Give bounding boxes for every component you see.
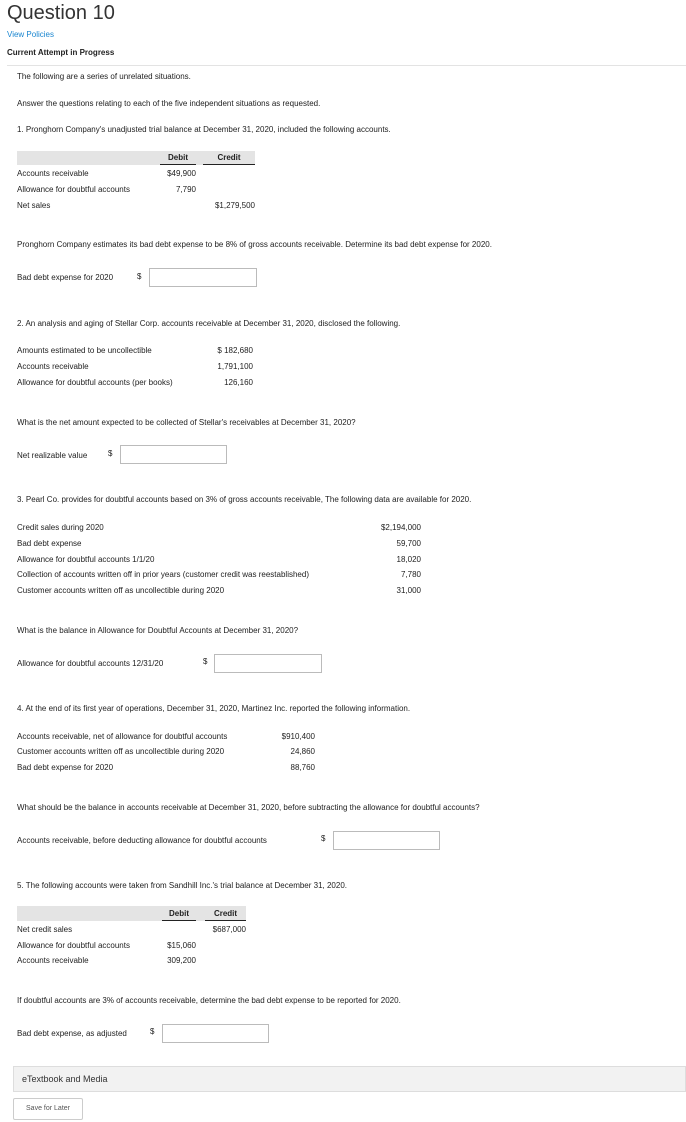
q1-text: 1. Pronghorn Company's unadjusted trial balance at December 31, 2020, included the following accounts. bbox=[17, 125, 391, 134]
q5-input-label: Bad debt expense, as adjusted bbox=[17, 1029, 127, 1038]
q1-row-label: Accounts receivable bbox=[17, 169, 89, 178]
q5-row-debit: 309,200 bbox=[167, 956, 196, 965]
q3-row-label: Allowance for doubtful accounts 1/1/20 bbox=[17, 555, 155, 564]
q4-currency: $ bbox=[321, 834, 326, 843]
q5-credit-header: Credit bbox=[205, 909, 246, 921]
q3-input-label: Allowance for doubtful accounts 12/31/20 bbox=[17, 659, 164, 668]
q5-question: If doubtful accounts are 3% of accounts receivable, determine the bad debt expense to be reported for 2020. bbox=[17, 996, 401, 1005]
q3-row-value: $2,194,000 bbox=[380, 523, 421, 532]
q1-debit-header: Debit bbox=[160, 153, 196, 165]
q4-input-label: Accounts receivable, before deducting allowance for doubtful accounts bbox=[17, 836, 267, 845]
save-for-later-button[interactable]: Save for Later bbox=[13, 1098, 83, 1120]
q3-row-value: 7,780 bbox=[400, 570, 421, 579]
q2-input-label: Net realizable value bbox=[17, 451, 88, 460]
q1-input-label: Bad debt expense for 2020 bbox=[17, 273, 114, 282]
page-title: Question 10 bbox=[7, 2, 115, 24]
allowance-balance-input[interactable] bbox=[214, 654, 322, 673]
q3-row-value: 18,020 bbox=[396, 555, 421, 564]
q3-row-label: Collection of accounts written off in prior years (customer credit was reestablished) bbox=[17, 570, 309, 579]
divider bbox=[7, 65, 686, 66]
q1-row-credit: $1,279,500 bbox=[214, 201, 255, 210]
q1-currency: $ bbox=[137, 272, 142, 281]
q3-text: 3. Pearl Co. provides for doubtful accounts based on 3% of gross accounts receivable, The following data are available for 2020. bbox=[17, 495, 472, 504]
q5-text: 5. The following accounts were taken from Sandhill Inc.'s trial balance at December 31, 2020. bbox=[17, 881, 348, 890]
q2-row-label: Allowance for doubtful accounts (per books) bbox=[17, 378, 173, 387]
q4-row-label: Bad debt expense for 2020 bbox=[17, 763, 114, 772]
q3-row-value: 31,000 bbox=[396, 586, 421, 595]
q4-row-value: 24,860 bbox=[290, 747, 315, 756]
q4-row-value: 88,760 bbox=[290, 763, 315, 772]
q1-question: Pronghorn Company estimates its bad debt expense to be 8% of gross accounts receivable. Determine its bad debt expense for 2020. bbox=[17, 240, 492, 249]
q3-row-value: 59,700 bbox=[396, 539, 421, 548]
q2-row-value: $ 182,680 bbox=[217, 346, 253, 355]
q2-row-value: 1,791,100 bbox=[217, 362, 253, 371]
attempt-status: Current Attempt in Progress bbox=[7, 48, 115, 57]
q4-question: What should be the balance in accounts receivable at December 31, 2020, before subtracting the allowance for doubtful accounts? bbox=[17, 803, 480, 812]
q5-currency: $ bbox=[150, 1027, 155, 1036]
q1-row-label: Net sales bbox=[17, 201, 51, 210]
q5-row-label: Accounts receivable bbox=[17, 956, 89, 965]
q1-row-debit: 7,790 bbox=[175, 185, 196, 194]
q3-row-label: Bad debt expense bbox=[17, 539, 82, 548]
q1-credit-header: Credit bbox=[203, 153, 255, 165]
q2-row-label: Accounts receivable bbox=[17, 362, 89, 371]
bad-debt-expense-2020-input[interactable] bbox=[149, 268, 257, 287]
q3-question: What is the balance in Allowance for Doubtful Accounts at December 31, 2020? bbox=[17, 626, 299, 635]
net-realizable-value-input[interactable] bbox=[120, 445, 227, 464]
instructions-text: Answer the questions relating to each of the five independent situations as requested. bbox=[17, 99, 321, 108]
q4-row-label: Customer accounts written off as uncollectible during 2020 bbox=[17, 747, 225, 756]
q2-question: What is the net amount expected to be collected of Stellar's receivables at December 31, 2020? bbox=[17, 418, 356, 427]
bad-debt-expense-adjusted-input[interactable] bbox=[162, 1024, 269, 1043]
q3-currency: $ bbox=[203, 657, 208, 666]
q4-text: 4. At the end of its first year of operations, December 31, 2020, Martinez Inc. reported the following information. bbox=[17, 704, 411, 713]
q2-currency: $ bbox=[108, 449, 113, 458]
etextbook-media-panel[interactable]: eTextbook and Media bbox=[13, 1066, 686, 1092]
q3-row-label: Credit sales during 2020 bbox=[17, 523, 104, 532]
accounts-receivable-gross-input[interactable] bbox=[333, 831, 440, 850]
q5-row-credit: $687,000 bbox=[212, 925, 246, 934]
q5-debit-header: Debit bbox=[162, 909, 196, 921]
q5-row-label: Allowance for doubtful accounts bbox=[17, 941, 130, 950]
q3-row-label: Customer accounts written off as uncollectible during 2020 bbox=[17, 586, 225, 595]
q2-text: 2. An analysis and aging of Stellar Corp. accounts receivable at December 31, 2020, disclosed the following. bbox=[17, 319, 401, 328]
intro-text: The following are a series of unrelated situations. bbox=[17, 72, 191, 81]
view-policies-link[interactable]: View Policies bbox=[7, 30, 54, 39]
q1-row-debit: $49,900 bbox=[167, 169, 196, 178]
q5-row-label: Net credit sales bbox=[17, 925, 73, 934]
q5-row-debit: $15,060 bbox=[167, 941, 196, 950]
q2-row-label: Amounts estimated to be uncollectible bbox=[17, 346, 152, 355]
q4-row-label: Accounts receivable, net of allowance for doubtful accounts bbox=[17, 732, 228, 741]
q4-row-value: $910,400 bbox=[281, 732, 315, 741]
q2-row-value: 126,160 bbox=[224, 378, 253, 387]
q1-row-label: Allowance for doubtful accounts bbox=[17, 185, 130, 194]
